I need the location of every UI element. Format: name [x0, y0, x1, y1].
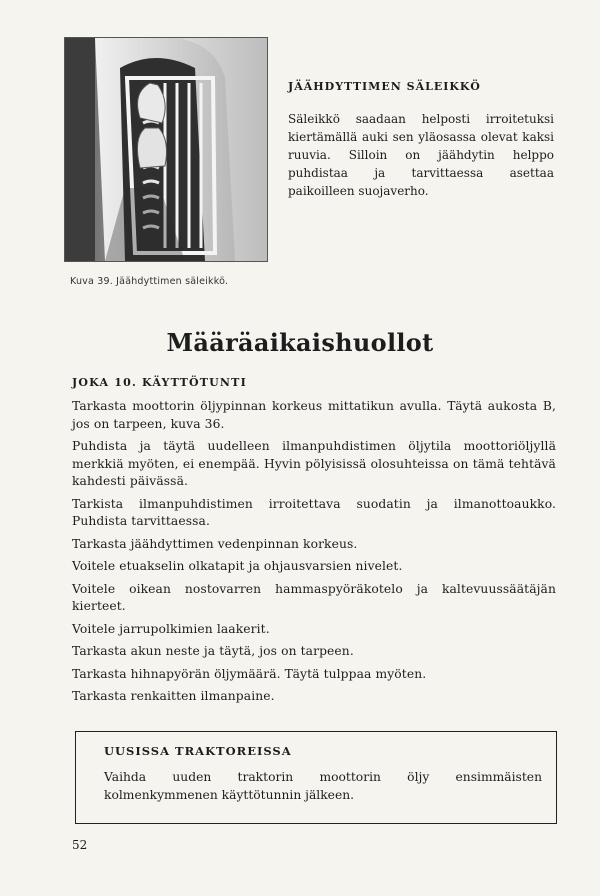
- maintenance-task: Tarkasta akun neste ja täytä, jos on tarpeen.: [72, 644, 354, 658]
- figure-caption: Kuva 39. Jäähdyttimen säleikkö.: [70, 276, 229, 287]
- maintenance-task: Voitele jarrupolkimien laakerit.: [72, 621, 270, 636]
- maintenance-task: Tarkista ilmanpuhdistimen irroitettava suodatin ja ilmanottoaukko. Puhdista tarvittaessa.: [72, 496, 556, 528]
- maintenance-task: Tarkasta jäähdyttimen vedenpinnan korkeus.: [72, 536, 358, 551]
- maintenance-task: Puhdista ja täytä uudelleen ilmanpuhdistimen öljytila moottoriöljyllä merkkiä myöten, ei enempää. Hyvin pölyisissä olosuhteissa on tämä tehtävä kahdesti päivässä.: [72, 439, 556, 488]
- notice-text: Vaihda uuden traktorin moottorin öljy ensimmäisten kolmenkymmenen käyttötunnin jälkeen.: [104, 770, 542, 802]
- new-tractor-notice-box: [75, 731, 557, 824]
- maintenance-task: Tarkasta renkaitten ilmanpaine.: [72, 689, 275, 703]
- notice-heading: UUSISSA TRAKTOREISSA: [104, 744, 292, 758]
- page-title: Määräaikaishuollot: [166, 328, 434, 357]
- maintenance-interval-heading: JOKA 10. KÄYTTÖTUNTI: [72, 376, 247, 389]
- maintenance-task: Tarkasta moottorin öljypinnan korkeus mittatikun avulla. Täytä aukosta B, jos on tarpeen, kuva 36.: [72, 399, 556, 431]
- page-number: 52: [72, 838, 88, 852]
- radiator-grille-photo: [64, 37, 268, 262]
- radiator-grille-text: Säleikkö saadaan helposti irroitetuksi kiertämällä auki sen yläosassa olevat kaksi ruuvia. Silloin on jäähdytin helppo puhdistaa ja tarvittaessa asettaa paikoilleen suojaverho.: [288, 112, 554, 198]
- radiator-grille-illustration: [65, 38, 267, 261]
- maintenance-task: Voitele oikean nostovarren hammaspyöräkotelo ja kaltevuussäätäjän kierteet.: [72, 581, 556, 613]
- maintenance-task: Tarkasta hihnapyörän öljymäärä. Täytä tulppaa myöten.: [72, 666, 427, 681]
- maintenance-task: Voitele etuakselin olkatapit ja ohjausvarsien nivelet.: [72, 559, 403, 573]
- radiator-grille-heading: JÄÄHDYTTIMEN SÄLEIKKÖ: [288, 80, 481, 93]
- maintenance-task-list: [72, 398, 556, 711]
